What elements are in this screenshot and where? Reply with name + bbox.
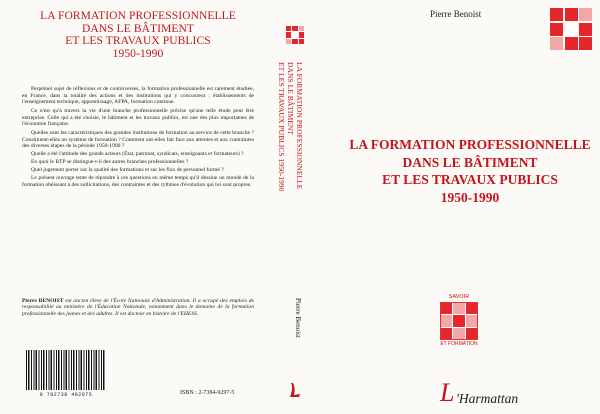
publisher-glyph: L [440, 378, 455, 407]
blurb-paragraph: En quoi le BTP se distingue-t-il des autres branches professionnelles ? [31, 159, 189, 165]
blurb-paragraph: Quelle a été l'attitude des grands acteurs (État, patronat, syndicats, enseignants et formateurs) ? [31, 151, 244, 157]
front-title [340, 136, 600, 206]
blurb-paragraph: Le présent ouvrage tente de répondre à ces questions en même temps qu'il dessine un monde de la formation obéissant à des sollicitations, des contraintes et des rythmes d'évolution qui lui sont propres. [22, 175, 254, 188]
back-title-line: DANS LE BÂTIMENT [81, 22, 195, 35]
front-squares-logo [550, 8, 592, 50]
bio-text: est ancien élève de l'École Nationale d'Administration. Il a occupé des emplois de responsabilité au ministère de l'Éducation Nationale, notamment dans le domaine de la formation professionnelle des jeunes et des adultes. Il est docteur en histoire de l'EHESS. [22, 298, 254, 317]
isbn: ISBN : 2-7384-9297-5 [180, 390, 235, 396]
blurb-paragraph: Quelles sont les caractéristiques des grandes institutions de formation au service de cette branche ? Constituent-elles un système de formation ? Comment ont-elles fait face aux attentes et aux contraintes des diverses étapes de la période 1950-1990 ? [22, 130, 254, 149]
bio-author-name: Pierre BENOIST [22, 298, 64, 304]
front-title-line: 1950-1990 [440, 189, 500, 205]
front-title-line: LA FORMATION PROFESSIONNELLE [349, 137, 591, 152]
blurb-paragraph: Quel jugement porter sur la qualité des formations et sur les flux de personnel formé ? [31, 167, 224, 173]
back-blurb [22, 86, 254, 191]
front-title-line: ET LES TRAVAUX PUBLICS [382, 172, 558, 187]
back-title-line: 1950-1990 [112, 47, 164, 60]
collection-squares-icon [440, 302, 478, 340]
back-title [22, 10, 254, 60]
blurb-paragraph: Ce n'est qu'à travers la vie d'une branche professionnelle précise qu'une telle étude peut être entreprise. Celle qui a été choisie, le bâtiment et les travaux publics, est une des plus importantes de l'économie française. [22, 108, 254, 127]
front-author: Pierre Benoist [430, 9, 482, 19]
publisher-logo [432, 378, 552, 410]
collection-logo [440, 294, 478, 356]
back-title-line: LA FORMATION PROFESSIONNELLE [40, 10, 236, 22]
blurb-paragraph: Perpétuel sujet de réflexions et de controverses, la formation professionnelle est rarement étudiée, en France, dans la totalité des actions et des institutions qui y concourent : établissements de l'enseignement technique, apprentissage, AFPA, formation continue. [22, 86, 254, 105]
spine-title-line: LA FORMATION PROFESSIONNELLE [295, 62, 304, 190]
spine-title-line: ET LES TRAVAUX PUBLICS 1950-1990 [277, 62, 286, 192]
back-title-line: ET LES TRAVAUX PUBLICS [65, 35, 211, 47]
front-title-line: DANS LE BÂTIMENT [402, 154, 538, 170]
publisher-name: 'Harmattan [456, 391, 519, 406]
collection-name-top: SAVOIR [448, 294, 470, 300]
author-bio [22, 298, 254, 317]
spine-title-line: DANS LE BÂTIMENT [286, 62, 295, 135]
collection-name-bottom: ET FORMATION [440, 341, 478, 347]
spine-author: Pierre Benoist [294, 298, 302, 338]
barcode-number: 9 782738 492975 [39, 392, 93, 398]
spine-title [277, 62, 314, 232]
barcode [26, 350, 106, 390]
publisher-logo-icon [287, 381, 303, 399]
spine-squares-logo [286, 26, 304, 44]
